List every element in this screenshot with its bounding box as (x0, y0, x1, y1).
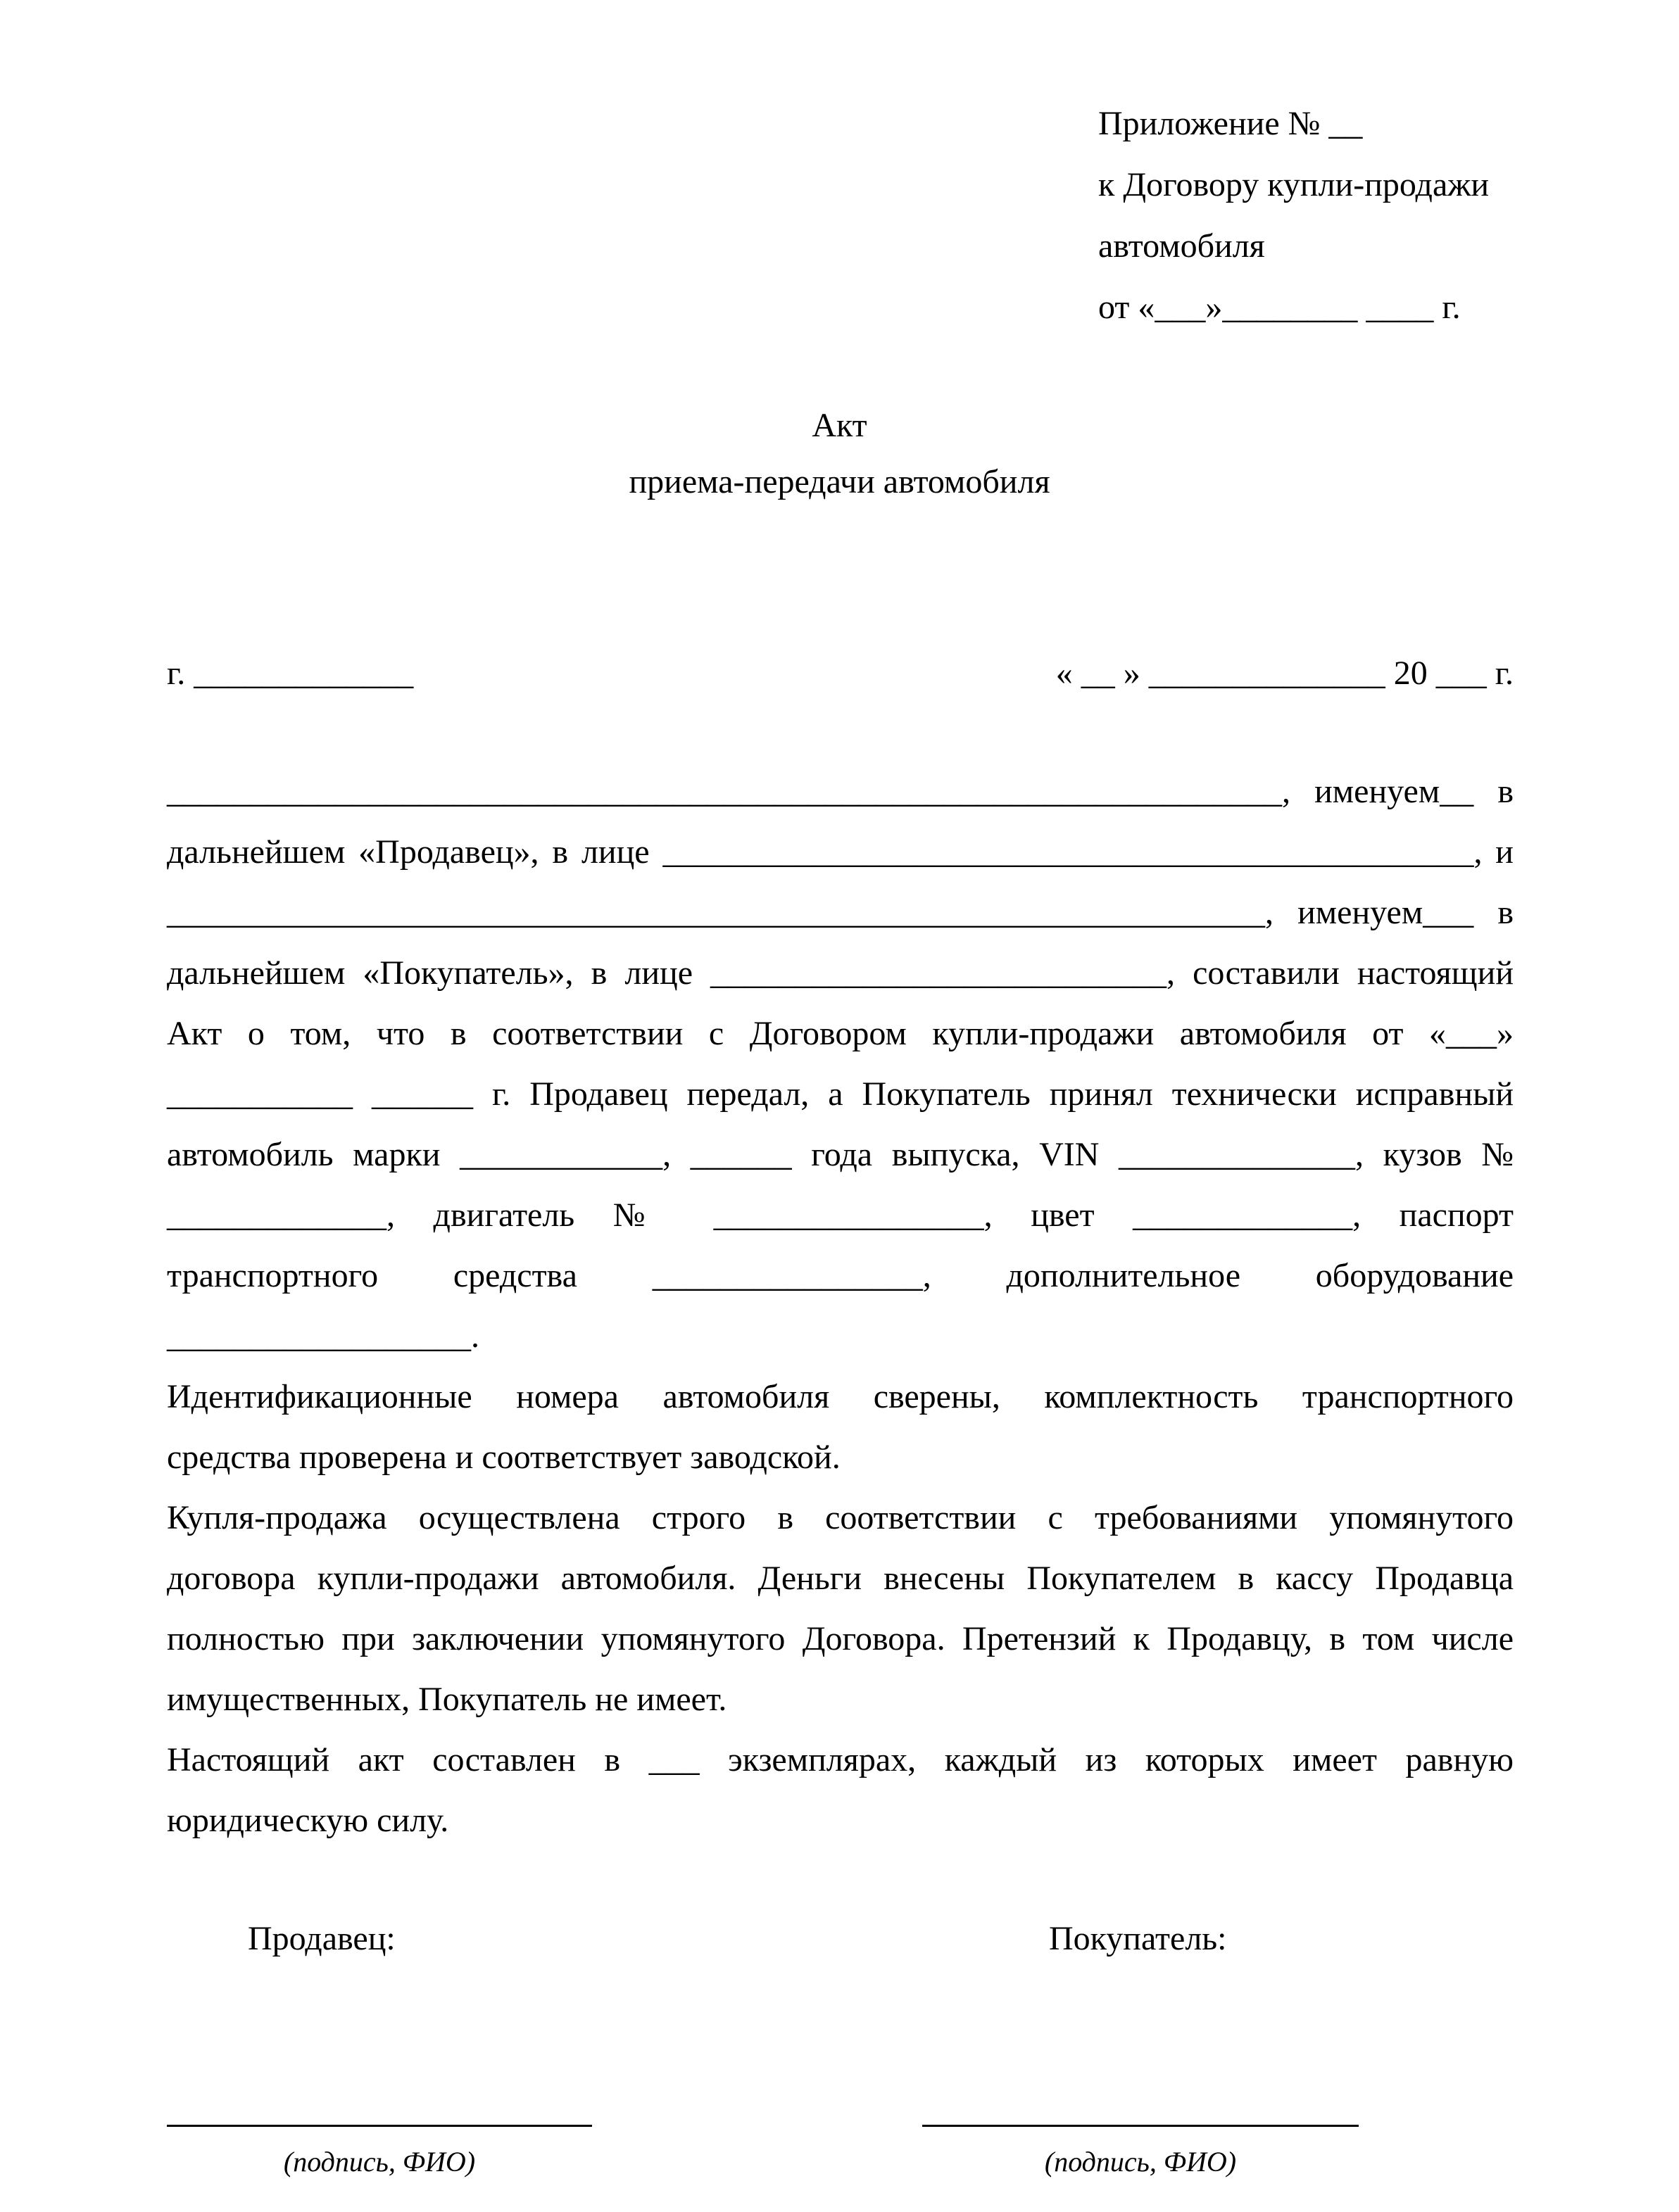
buyer-signature-caption: (подпись, ФИО) (1044, 2146, 1237, 2178)
appendix-header (1098, 93, 1489, 338)
appendix-header-line: от «___»________ ____ г. (1098, 289, 1461, 326)
body-line: дальнейшем «Продавец», в лице ________________________________________________, и (167, 833, 1514, 871)
seller-signature-line (167, 2103, 592, 2127)
document-body (167, 761, 1514, 1851)
body-line: ___________ ______ г. Продавец передал, а Покупатель принял технически исправный (167, 1075, 1514, 1113)
body-line: Идентификационные номера автомобиля сверены, комплектность транспортного (167, 1378, 1514, 1415)
seller-label: Продавец: (248, 1920, 396, 1957)
body-line: __________________. (167, 1317, 479, 1355)
body-line: дальнейшем «Покупатель», в лице ___________________________, составили настоящий (167, 954, 1514, 992)
body-line: _____________, двигатель № ________________, цвет _____________, паспорт (167, 1196, 1514, 1234)
body-line: _________________________________________________________________, именуем___ в (167, 894, 1514, 931)
body-line: договора купли-продажи автомобиля. Деньги внесены Покупателем в кассу Продавца (167, 1560, 1514, 1597)
title-line-2: приема-передачи автомобиля (629, 463, 1050, 500)
body-line: Акт о том, что в соответствии с Договором купли-продажи автомобиля от «___» (167, 1015, 1514, 1052)
body-line: транспортного средства ________________, дополнительное оборудование (167, 1257, 1514, 1294)
seller-signature-caption: (подпись, ФИО) (283, 2146, 476, 2178)
body-line: Купля-продажа осуществлена строго в соответствии с требованиями упомянутого (167, 1499, 1514, 1536)
appendix-header-line: Приложение № __ (1098, 105, 1363, 142)
body-line: __________________________________________________________________, именуем__ в (167, 773, 1514, 810)
city-field: г. _____________ (167, 655, 414, 692)
title-line-1: Акт (812, 407, 867, 444)
body-line: юридическую силу. (167, 1802, 449, 1839)
buyer-label: Покупатель: (1049, 1920, 1227, 1957)
document-title (0, 398, 1679, 510)
body-line: имущественных, Покупатель не имеет. (167, 1681, 727, 1718)
city-date-row (167, 643, 1514, 704)
body-line: средства проверена и соответствует заводской. (167, 1439, 841, 1476)
body-line: Настоящий акт составлен в ___ экземплярах, каждый из которых имеет равную (167, 1741, 1514, 1778)
buyer-signature-line (922, 2103, 1359, 2127)
body-line: автомобиль марки ____________, ______ года выпуска, VIN ______________, кузов № (167, 1136, 1514, 1173)
appendix-header-line: автомобиля (1098, 227, 1265, 265)
appendix-header-line: к Договору купли-продажи (1098, 166, 1490, 203)
date-field: « __ » ______________ 20 ___ г. (1055, 655, 1514, 692)
body-line: полностью при заключении упомянутого Договора. Претензий к Продавцу, в том числе (167, 1620, 1514, 1657)
